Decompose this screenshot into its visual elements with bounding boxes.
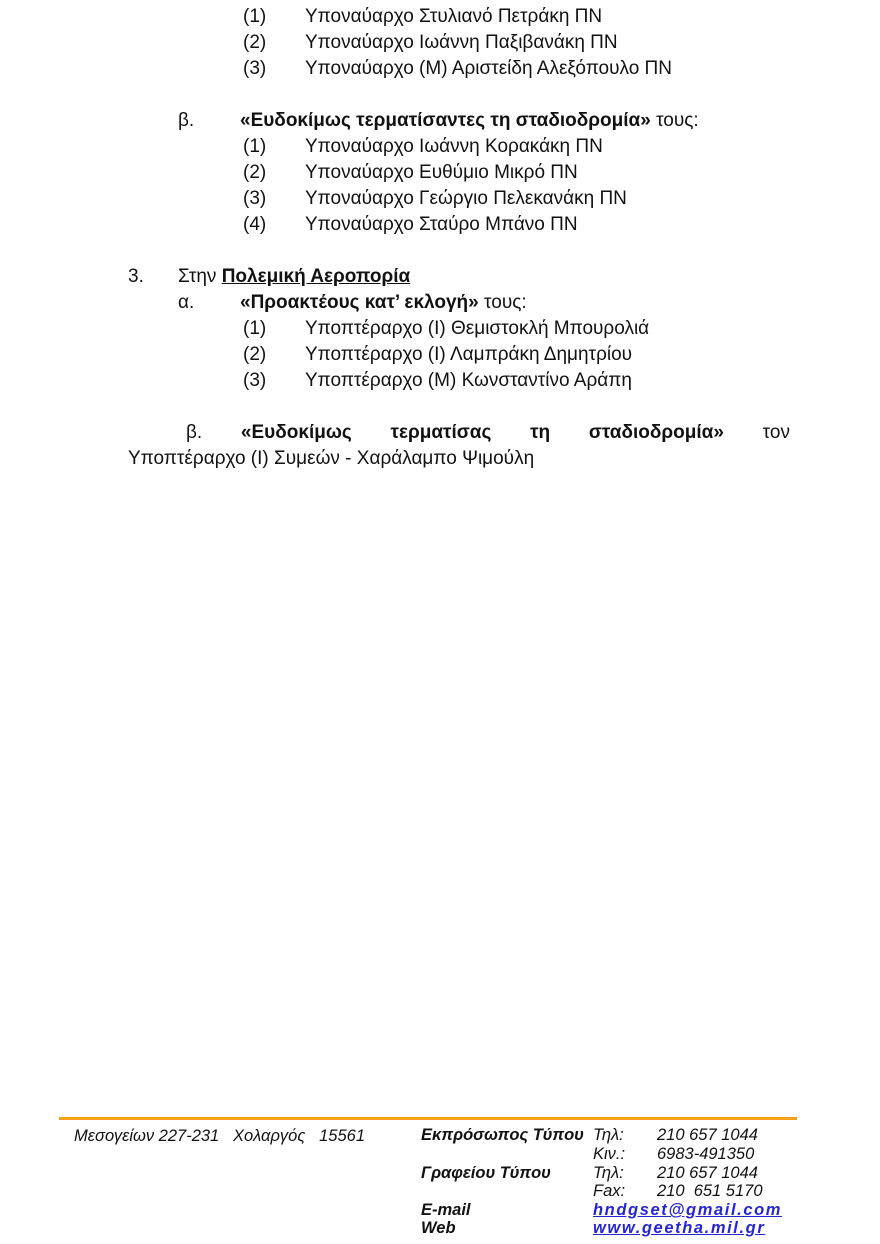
section-b-heading-text [240, 108, 699, 134]
footer-label-web: Web [421, 1219, 456, 1237]
list-item-number: (1) [243, 136, 267, 157]
list-item [0, 56, 880, 82]
footer-value-mobile: 6983-491350 [657, 1145, 755, 1163]
list-item-text: Υποπτέραρχο (Ι) Θεμιστοκλή Μπουρολιά [305, 318, 650, 339]
footer-value-tel-1: 210 657 1044 [657, 1126, 758, 1144]
footer-address: Μεσογείων 227-231 Χολαργός 15561 [74, 1127, 365, 1145]
section-3-prefix: Στην [178, 266, 222, 287]
list-item-number: (1) [243, 318, 267, 339]
section-3-title-wrap [178, 264, 410, 290]
footer-value-fax: 210 651 5170 [657, 1182, 763, 1200]
list-item [0, 186, 880, 212]
section-3a-heading-bold: «Προακτέους κατ’ εκλογή» [240, 292, 479, 313]
list-item-text: Υποναύαρχο Στυλιανό Πετράκη ΠΝ [305, 6, 603, 27]
footer-label-press-office: Γραφείου Τύπου [421, 1164, 551, 1182]
footer-key-fax: Fax: [593, 1182, 626, 1200]
section-3a-heading [0, 290, 880, 316]
footer-key-tel-1: Τηλ: [593, 1126, 624, 1144]
list-item [0, 212, 880, 238]
section-3-heading [0, 264, 880, 290]
footer-key-mobile: Κιν.: [593, 1145, 626, 1163]
footer-label-press-rep: Εκπρόσωπος Τύπου [421, 1126, 584, 1144]
list-item [0, 30, 880, 56]
section-3b-rest-word: τον [762, 422, 790, 443]
blank-line [0, 82, 880, 108]
list-item-number: (3) [243, 58, 267, 79]
section-b-heading-rest: τους: [650, 110, 699, 131]
list-item-number: (1) [243, 6, 267, 27]
footer-value-tel-2: 210 657 1044 [657, 1164, 758, 1182]
list-item-text: Υποπτέραρχο (Ι) Λαμπράκη Δημητρίου [305, 344, 633, 365]
blank-line [0, 238, 880, 264]
list-item-number: (3) [243, 370, 267, 391]
section-3a-label: α. [178, 292, 195, 313]
list-item-number: (2) [243, 344, 267, 365]
footer-key-tel-2: Τηλ: [593, 1164, 624, 1182]
list-item [0, 316, 880, 342]
list-item-text: Υποπτέραρχο (Μ) Κωνσταντίνο Αράπη [305, 370, 632, 391]
list-item-text: Υποναύαρχο Ιωάννη Παξιβανάκη ΠΝ [305, 32, 618, 53]
page-footer [0, 1117, 880, 1244]
list-item-number: (2) [243, 32, 267, 53]
list-item [0, 368, 880, 394]
list-item-number: (2) [243, 162, 267, 183]
section-3b-line2-text: Υποπτέραρχο (Ι) Συμεών - Χαράλαμπο Ψιμούλη [128, 448, 535, 469]
list-item-text: Υποναύαρχο Ιωάννη Κορακάκη ΠΝ [305, 136, 603, 157]
document-body [0, 4, 880, 472]
footer-label-email: E-mail [421, 1201, 471, 1219]
list-item-text: Υποναύαρχο Ευθύμιο Μικρό ΠΝ [305, 162, 578, 183]
footer-divider [59, 1117, 797, 1120]
list-item [0, 4, 880, 30]
footer-web-link[interactable]: www.geetha.mil.gr [593, 1219, 766, 1237]
section-3-title: Πολεμική Αεροπορία [221, 266, 411, 287]
list-item [0, 160, 880, 186]
section-3b-bold-word: τερματίσας [390, 422, 492, 443]
section-3a-heading-text [240, 290, 527, 316]
section-3b-label: β. [186, 422, 203, 443]
list-item-text: Υποναύαρχο (Μ) Αριστείδη Αλεξόπουλο ΠΝ [305, 58, 673, 79]
list-item [0, 134, 880, 160]
section-b-heading [0, 108, 880, 134]
footer-email-link[interactable]: hndgset@gmail.com [593, 1201, 783, 1219]
section-3b-bold-word: «Ευδοκίμως [240, 422, 352, 443]
list-item-number: (3) [243, 188, 267, 209]
list-item-text: Υποναύαρχο Σταύρο Μπάνο ΠΝ [305, 214, 578, 235]
blank-line [0, 394, 880, 420]
list-item-text: Υποναύαρχο Γεώργιο Πελεκανάκη ΠΝ [305, 188, 627, 209]
list-item-number: (4) [243, 214, 267, 235]
section-3b-line2 [0, 446, 880, 472]
section-b-heading-bold: «Ευδοκίμως τερματίσαντες τη σταδιοδρομία» [240, 110, 651, 131]
section-3b-line1 [186, 420, 790, 446]
section-3b-bold-word: σταδιοδρομία» [588, 422, 724, 443]
list-item [0, 342, 880, 368]
section-3a-heading-rest: τους: [478, 292, 527, 313]
section-3b-bold-word: τη [530, 422, 551, 443]
section-b-label: β. [178, 110, 195, 131]
section-3-number: 3. [128, 266, 144, 287]
